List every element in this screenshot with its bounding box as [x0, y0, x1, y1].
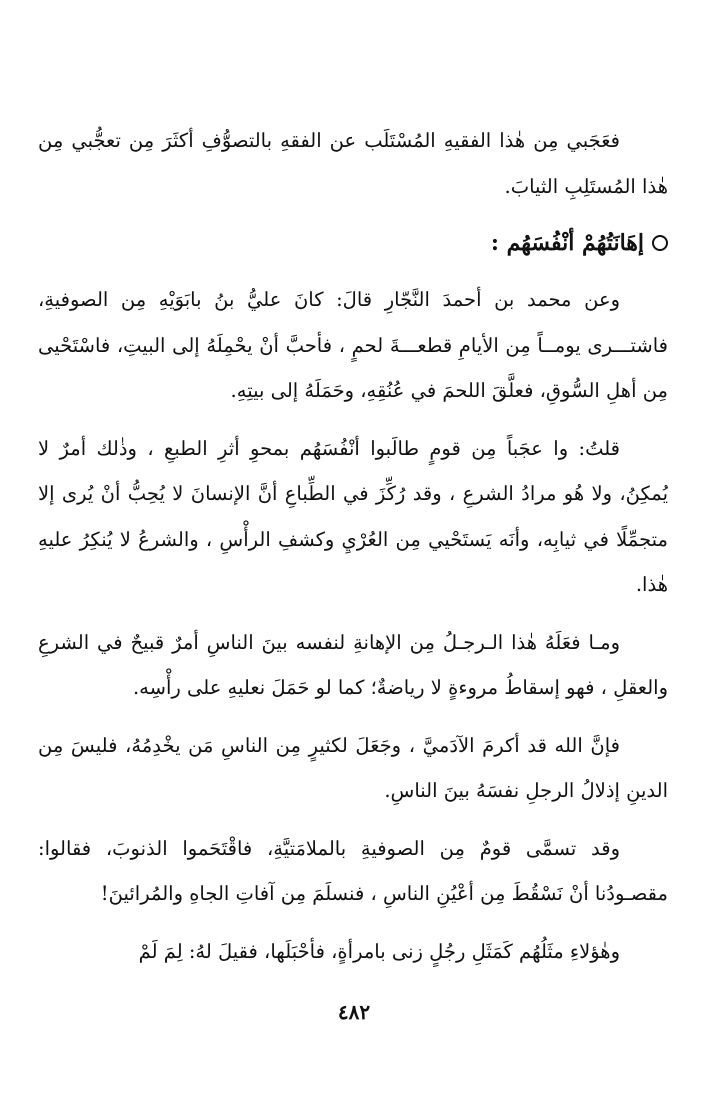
paragraph-6: وقد تسمَّى قومٌ مِن الصوفيةِ بالملامَتيَّةِ، فاقْتَحَموا الذنوبَ، فقالوا: مقصـودُنا أنْ نَسْقُطَ مِن أعْيُنِ الناسِ ، فنسلَمَ مِن آفاتِ الجاهِ والمُرائينَ!: [38, 836, 668, 905]
section-heading-text: إهَانَتُهُمْ أنْفُسَهُم :: [490, 230, 644, 256]
paragraph-1: فعَجَبي مِن هٰذا الفقيهِ المُسْتَلَب عن الفقهِ بالتصوُّفِ أكثَرَ مِن تعجُّبي مِن هٰذا المُستَلِبِ الثيابَ.: [38, 129, 668, 198]
paragraph-2: وعن محمد بن أحمدَ النَّجّارِ قالَ: كانَ عليُّ بنُ بابَوَيْهِ مِن الصوفيةِ، فاشتـــرى يومــاً مِن الأيامِ قطعـــةَ لحمٍ ، فأحبَّ أنْ يحْمِلَهُ إلى البيتِ، فاسْتَحْيى مِن أهلِ السُّوقِ، فعلَّقَ اللحمَ في عُنُقِهِ، وحَمَلَهُ إلى بيتِهِ.: [38, 288, 668, 402]
paragraph-7: وهٰؤلاءِ مثَلُهُم كَمَثَلِ رجُلٍ زنى بامرأةٍ، فأحْبَلَها، فقيلَ لهُ: لِمَ لَمْ: [138, 939, 620, 963]
page-body: [38, 118, 668, 986]
circle-bullet-icon: [652, 235, 668, 251]
paragraph-5: فإنَّ الله قد أكرمَ الآدَميَّ ، وجَعَلَ لكثيرٍ مِن الناسِ مَن يخْدِمُهُ، فليسَ مِن الدينِ إذلالُ الرجلِ نفسَهُ بينَ الناسِ.: [38, 733, 668, 802]
page-number: ٤٨٢: [337, 1000, 371, 1024]
paragraph-4: ومـا فعَلَهُ هٰذا الـرجـلُ مِن الإهانةِ لنفسه بينَ الناسِ أمرٌ قبيحٌ في الشرعِ والعقلِ ، فهو إسقاطُ مروءةٍ لا رياضةٌ؛ كما لو حَمَلَ نعليهِ على رأْسِه.: [38, 630, 668, 699]
section-heading: [38, 221, 668, 265]
paragraph-3: قلتُ: وا عجَباً مِن قومٍ طالَبوا أنْفُسَهُم بمحوِ أثرِ الطبعِ ، وذٰلك أمرٌ لا يُمكِنُ، ولا هُو مرادُ الشرعِ ، وقد رُكِّزَ في الطِّباعِ أنَّ الإنسانَ لا يُحِبُّ أنْ يُرى إلا متجمِّلًا في ثيابِه، وأنَه يَستَحْيي مِن العُرْيِ وكشفِ الرأْسِ ، والشرعُ لا يُنكِرُ عليهِ هٰذا.: [38, 436, 668, 596]
